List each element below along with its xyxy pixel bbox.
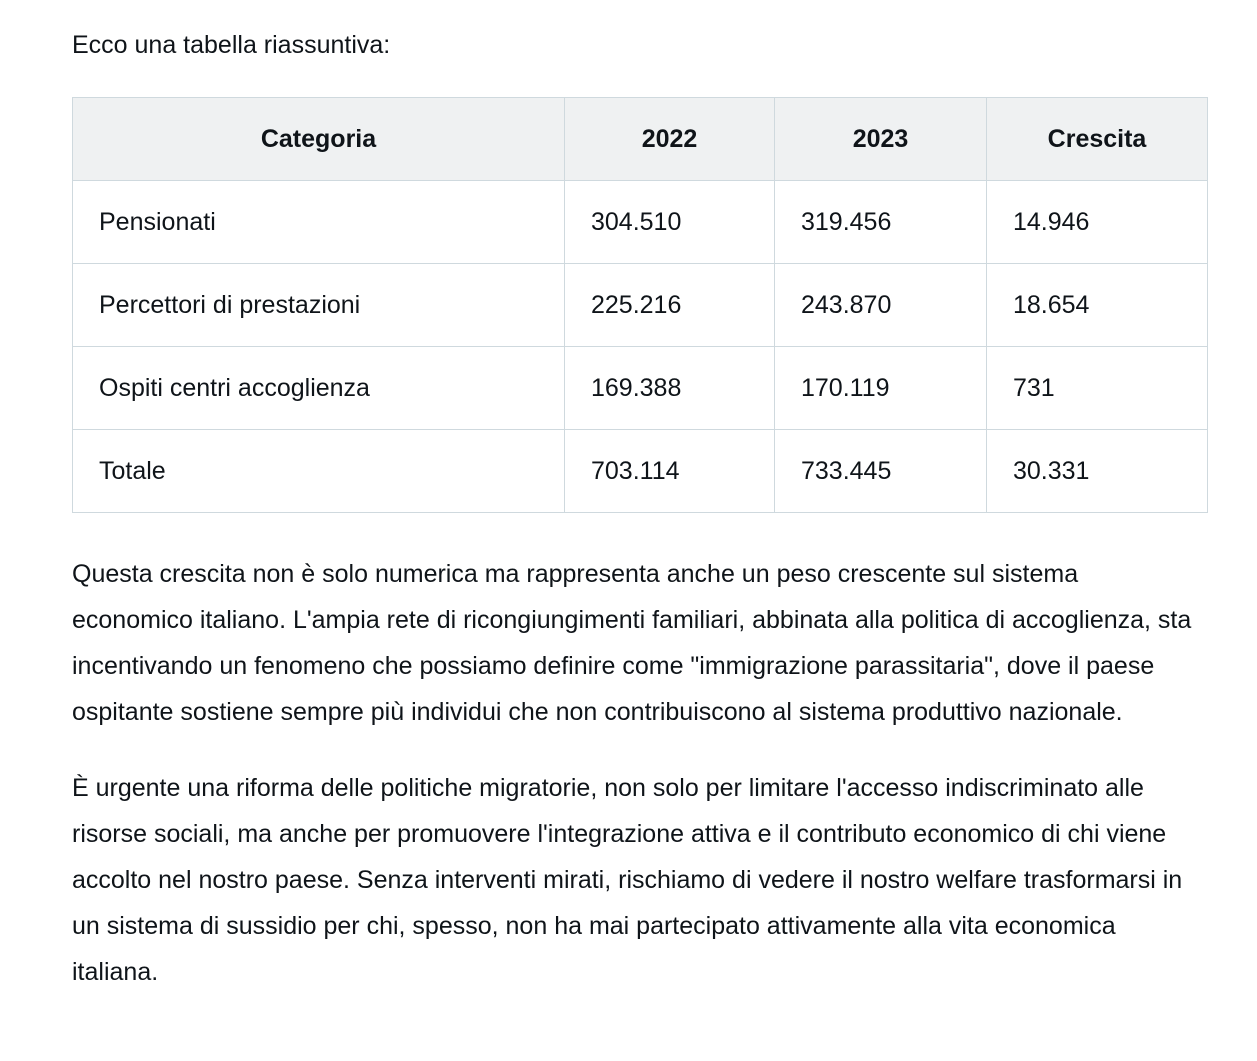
cell-2022-value: 169.388 xyxy=(565,347,775,430)
cell-category: Percettori di prestazioni xyxy=(73,264,565,347)
paragraph-crescita: Questa crescita non è solo numerica ma rappresenta anche un peso crescente sul sistema economico italiano. L'ampia rete di ricongiungimenti familiari, abbinata alla politica di accoglienza, sta incentivando un fenomeno che possiamo definire come "immigrazione parassitaria", dove il paese ospitante sostiene sempre più individui che non contribuiscono al sistema produttivo nazionale. xyxy=(72,560,1192,726)
cell-2022-value: 225.216 xyxy=(565,264,775,347)
cell-2023-value: 243.870 xyxy=(775,264,987,347)
cell-2023-value: 170.119 xyxy=(775,347,987,430)
table-row-pensionati xyxy=(73,181,1208,264)
cell-2023-value: 319.456 xyxy=(775,181,987,264)
table-row-totale xyxy=(73,430,1208,513)
table-row-percettori xyxy=(73,264,1208,347)
cell-crescita-value: 14.946 xyxy=(987,181,1208,264)
intro-text: Ecco una tabella riassuntiva: xyxy=(72,31,391,59)
header-cell-categoria: Categoria xyxy=(73,98,565,181)
table-header-row xyxy=(73,98,1208,181)
paragraph-riforma: È urgente una riforma delle politiche migratorie, non solo per limitare l'accesso indiscriminato alle risorse sociali, ma anche per promuovere l'integrazione attiva e il contributo economico di chi viene accolto nel nostro paese. Senza interventi mirati, rischiamo di vedere il nostro welfare trasformarsi in un sistema di sussidio per chi, spesso, non ha mai partecipato attivamente alla vita economica italiana. xyxy=(72,774,1183,986)
cell-2022-value: 304.510 xyxy=(565,181,775,264)
header-cell-2022: 2022 xyxy=(565,98,775,181)
cell-crescita-value: 18.654 xyxy=(987,264,1208,347)
cell-category-totale: Totale xyxy=(73,430,565,513)
table-row-ospiti xyxy=(73,347,1208,430)
cell-crescita-value: 30.331 xyxy=(987,430,1208,513)
cell-category: Pensionati xyxy=(73,181,565,264)
header-cell-crescita: Crescita xyxy=(987,98,1208,181)
cell-crescita-value: 731 xyxy=(987,347,1208,430)
cell-2023-value: 733.445 xyxy=(775,430,987,513)
summary-table xyxy=(72,97,1208,513)
cell-2022-value: 703.114 xyxy=(565,430,775,513)
header-cell-2023: 2023 xyxy=(775,98,987,181)
cell-category: Ospiti centri accoglienza xyxy=(73,347,565,430)
